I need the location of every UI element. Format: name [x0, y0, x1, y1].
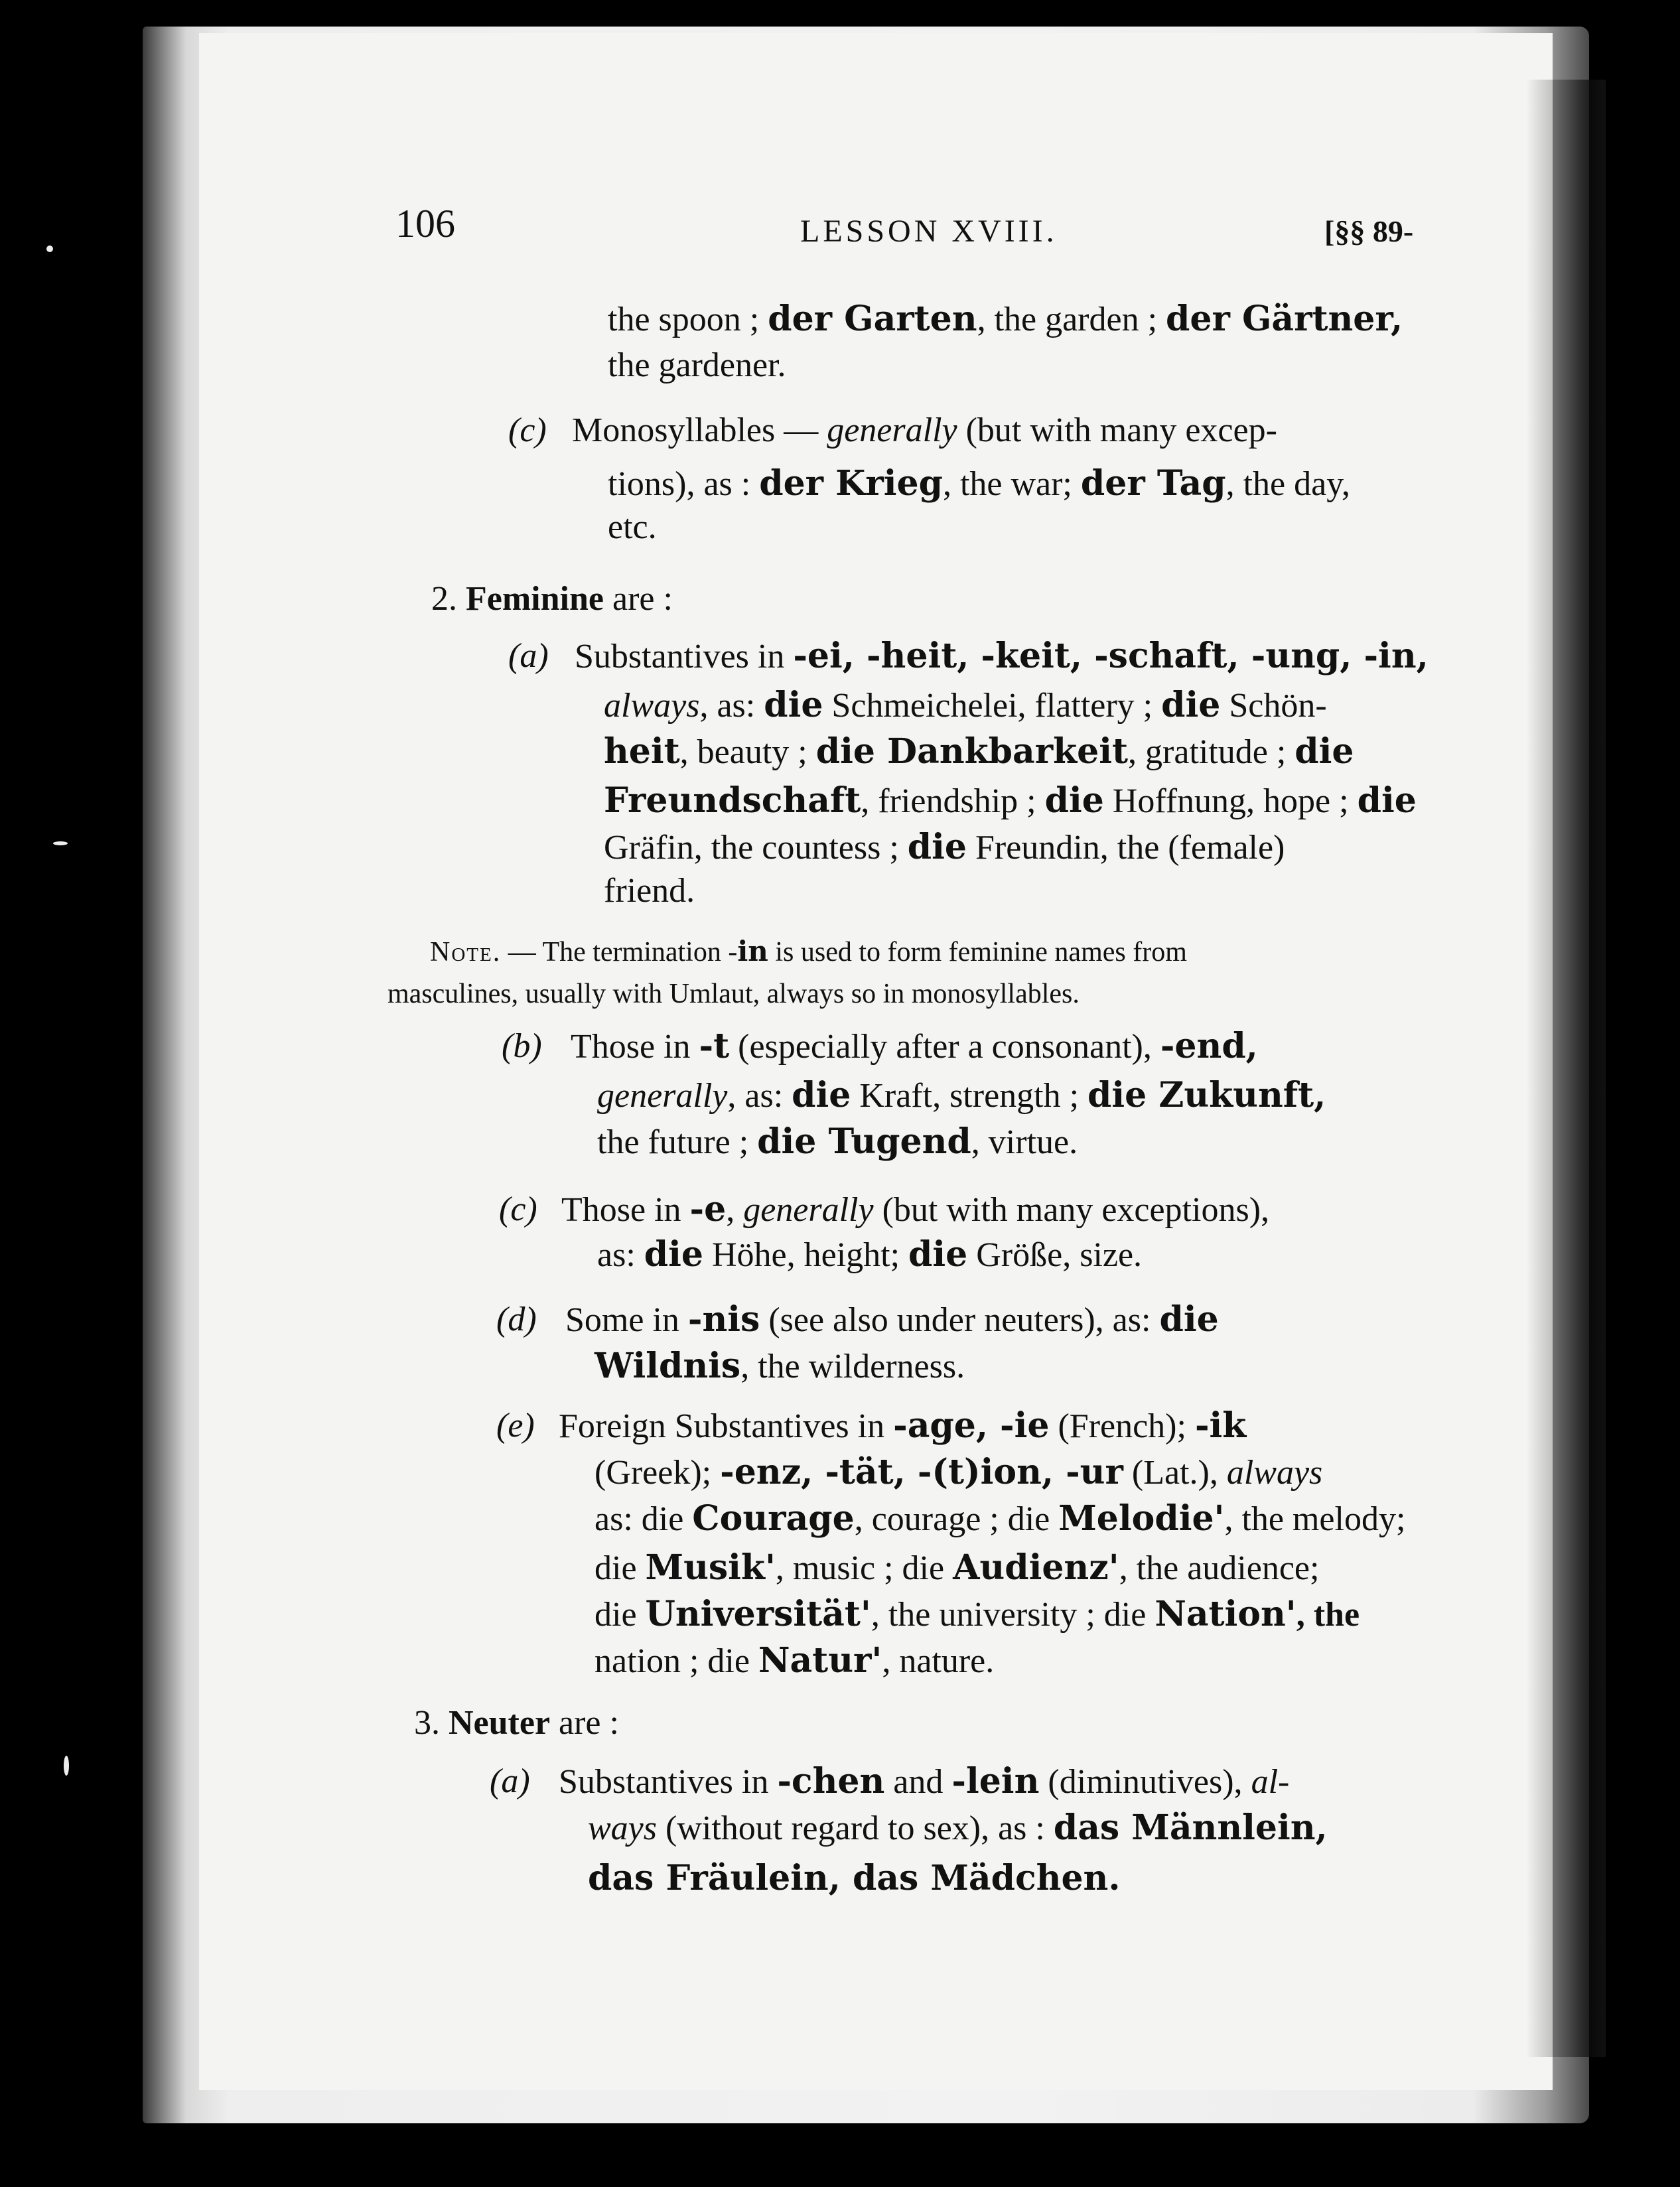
text-run: (Greek);: [595, 1454, 721, 1492]
text-run: , the countess ;: [693, 829, 908, 867]
text-run: (see also under neuters), as:: [760, 1301, 1160, 1339]
text-run: Some in: [565, 1301, 688, 1339]
german-word: Wildnis: [595, 1346, 741, 1386]
text-run: (Lat.),: [1123, 1454, 1227, 1492]
text-run: , the melody;: [1224, 1500, 1406, 1538]
section-feminine-heading: [431, 579, 673, 620]
text-run: die: [595, 1596, 646, 1634]
text-run: , the war;: [942, 465, 1072, 503]
text-run: generally: [597, 1077, 728, 1115]
german-word: Audienz': [953, 1547, 1119, 1588]
german-word: Freundschaft: [604, 780, 861, 821]
german-word: -e: [689, 1189, 727, 1230]
text-run: nation ; die: [595, 1642, 758, 1680]
german-word: die: [792, 1075, 851, 1115]
german-word: Melodie': [1058, 1498, 1225, 1539]
text-run: , the wilderness.: [740, 1348, 965, 1385]
text-run: , as:: [727, 1077, 792, 1115]
german-word: das Männlein,: [1053, 1807, 1328, 1848]
item-label: (a): [490, 1762, 530, 1800]
german-word: -nis: [687, 1299, 760, 1340]
fem-e-line-2: [595, 1452, 1322, 1494]
german-word: die: [764, 685, 823, 725]
text-run: Substantives in: [575, 638, 794, 675]
text-run: Those in: [561, 1191, 690, 1229]
text-run: , virtue.: [971, 1123, 1078, 1161]
text-run: Those in: [571, 1028, 699, 1066]
german-word: Höhe: [703, 1236, 787, 1274]
german-word: die: [644, 1234, 703, 1275]
text-run: (but with many exceptions),: [873, 1191, 1270, 1229]
item-label: (b): [502, 1027, 542, 1065]
text-run: (especially after a consonant),: [729, 1028, 1160, 1066]
german-word: die: [907, 827, 967, 867]
text-run: always: [604, 687, 700, 725]
german-word: Nation': [1155, 1594, 1296, 1634]
fem-a-line-5: [604, 827, 1285, 869]
german-word: Tugend: [816, 1121, 971, 1162]
german-word: Gräfin: [604, 829, 694, 867]
fem-a-line-4: [604, 780, 1417, 822]
german-word: der Garten: [768, 299, 977, 339]
masc-c-line-3: etc.: [608, 508, 657, 546]
suffix-list: -ei, -heit, -keit, -schaft, -ung, -in,: [793, 636, 1429, 676]
text-run: (French);: [1049, 1407, 1195, 1445]
text-run: the future ;: [597, 1123, 758, 1161]
page-number: 106: [395, 202, 455, 246]
fem-c-line-2: [597, 1234, 1142, 1276]
german-word: Musik': [645, 1547, 776, 1588]
section-number: 2.: [431, 580, 457, 618]
text-run: Substantives in: [559, 1763, 778, 1801]
german-word: Kraft: [851, 1077, 933, 1115]
neut-a-line-3: das Fräulein, das Mädchen.: [588, 1858, 1121, 1898]
german-word: die: [1161, 685, 1221, 725]
neut-a-line-2: [588, 1807, 1328, 1849]
neut-a-line-1: [559, 1761, 1289, 1803]
german-word: die: [1044, 780, 1104, 821]
masc-c-line-1: [572, 410, 1277, 451]
text-run: ways: [588, 1809, 657, 1847]
text-run: , beauty ;: [679, 733, 816, 771]
german-word: -t: [699, 1026, 730, 1066]
suffix-list: -enz, -tät, -(t)ion, -ur: [720, 1452, 1123, 1492]
german-word: Courage: [692, 1498, 855, 1539]
item-label: (c): [499, 1190, 537, 1228]
text-run: , height;: [786, 1236, 909, 1274]
text-run: die: [595, 1549, 646, 1587]
text-run: , gratitude ;: [1128, 733, 1295, 771]
text-run: , music ; die: [775, 1549, 953, 1587]
text-run: ,: [726, 1191, 744, 1229]
fem-e-line-5: [595, 1594, 1360, 1636]
note-label: Note.: [430, 937, 502, 967]
fem-e-line-3: [595, 1498, 1405, 1540]
fem-b-line-1: [571, 1026, 1258, 1068]
text-run: Foreign Substantives in: [559, 1407, 894, 1445]
fem-b-line-3: [597, 1121, 1078, 1163]
section-title: Neuter: [449, 1704, 551, 1742]
fem-e-line-6: [595, 1640, 994, 1682]
german-word: die: [815, 731, 875, 772]
german-word: die: [1159, 1299, 1219, 1340]
text-run: , the day,: [1225, 465, 1350, 503]
text-run: , the: [1296, 1596, 1360, 1634]
german-word: die: [1087, 1075, 1147, 1115]
item-label: (e): [496, 1407, 535, 1445]
text-run: generally: [743, 1191, 874, 1229]
text-run: the spoon ;: [608, 301, 760, 338]
german-word: die: [1295, 731, 1354, 772]
fem-a-line-2: [604, 685, 1327, 727]
item-label: (a): [508, 637, 549, 675]
fem-a-line-1: [575, 636, 1429, 677]
note-line-2: masculines, usually with Umlaut, always so in monosyllables.: [387, 979, 1080, 1009]
german-word: Schmeichelei: [823, 687, 1018, 725]
german-word: die: [908, 1234, 968, 1275]
suffix: -chen: [777, 1761, 885, 1801]
running-title: LESSON XVIII.: [800, 214, 1058, 249]
german-word: der Krieg: [759, 463, 943, 504]
text-run: , courage ; die: [854, 1500, 1059, 1538]
text-run: (without regard to sex), as :: [657, 1809, 1054, 1847]
text-run: as:: [597, 1236, 644, 1274]
text-run: as: die: [595, 1500, 693, 1538]
fem-a-line-6: friend.: [604, 872, 695, 910]
text-run: are :: [550, 1704, 619, 1742]
item-label: (d): [496, 1301, 537, 1338]
fem-b-line-2: [597, 1075, 1326, 1117]
german-word: -end,: [1160, 1026, 1258, 1066]
text-run: Monosyllables —: [572, 411, 827, 449]
text-run: , as:: [699, 687, 764, 725]
text-run: (diminutives),: [1039, 1763, 1251, 1801]
german-word: in: [737, 935, 768, 967]
text-run: , the university ; die: [871, 1596, 1155, 1634]
text-run: , flattery ;: [1017, 687, 1162, 725]
german-word: Universität': [645, 1594, 871, 1634]
note-line-1: [430, 934, 1187, 969]
german-word: die: [1357, 780, 1417, 821]
scan-speck: [64, 1756, 69, 1776]
text-run: — The termination -: [501, 937, 738, 967]
text-run: tions), as :: [608, 465, 751, 503]
section-reference: [§§ 89-: [1324, 214, 1414, 248]
text-run: , nature.: [882, 1642, 995, 1680]
fem-d-line-2: [595, 1346, 965, 1387]
scan-speck: [46, 246, 53, 252]
section-number: 3.: [414, 1704, 440, 1742]
german-word: der Gärtner,: [1166, 299, 1403, 339]
german-word: Zukunft,: [1147, 1075, 1326, 1115]
scan-speck: [53, 841, 68, 845]
masc-cont-line-2: the gardener.: [608, 346, 786, 384]
text-run: are :: [603, 580, 673, 618]
text-run: and: [884, 1763, 952, 1801]
german-word: Größe: [967, 1236, 1063, 1274]
masc-c-line-2: [608, 463, 1350, 505]
fem-c-line-1: [561, 1189, 1269, 1231]
text-run: , friendship ;: [861, 782, 1045, 820]
text-run: , size.: [1062, 1236, 1143, 1274]
text-run: , the garden ;: [977, 301, 1158, 338]
section-neuter-heading: [414, 1703, 619, 1744]
text-run: , the (female): [1099, 829, 1285, 867]
masc-cont-line-1: [608, 299, 1403, 340]
text-run: , hope ;: [1246, 782, 1358, 820]
section-title: Feminine: [466, 580, 604, 618]
german-word: die: [757, 1121, 817, 1162]
text-run: (but with many excep-: [957, 411, 1277, 449]
suffix: -lein: [951, 1761, 1040, 1801]
german-word: Natur': [758, 1640, 882, 1681]
german-word: der Tag: [1080, 463, 1226, 504]
text-run: al-: [1251, 1763, 1290, 1801]
fem-a-line-3: [604, 731, 1354, 773]
german-word: heit: [604, 731, 680, 772]
german-word: Hoffnung: [1103, 782, 1247, 820]
german-word: Dankbarkeit: [875, 731, 1128, 772]
suffix-list: -age, -ie: [893, 1405, 1050, 1446]
fem-d-line-1: [565, 1299, 1219, 1341]
german-word: Schön-: [1220, 687, 1327, 725]
text-run: always: [1226, 1454, 1323, 1492]
text-run: is used to form feminine names from: [768, 937, 1187, 967]
text-run: , strength ;: [932, 1077, 1088, 1115]
german-word: Freundin: [966, 829, 1100, 867]
text-run: generally: [827, 411, 957, 449]
gutter-shadow: [1526, 80, 1606, 2057]
text-run: , the audience;: [1119, 1549, 1320, 1587]
fem-e-line-4: [595, 1547, 1319, 1589]
item-label: (c): [508, 411, 547, 449]
suffix-list: -ik: [1194, 1405, 1247, 1446]
fem-e-line-1: [559, 1405, 1246, 1447]
